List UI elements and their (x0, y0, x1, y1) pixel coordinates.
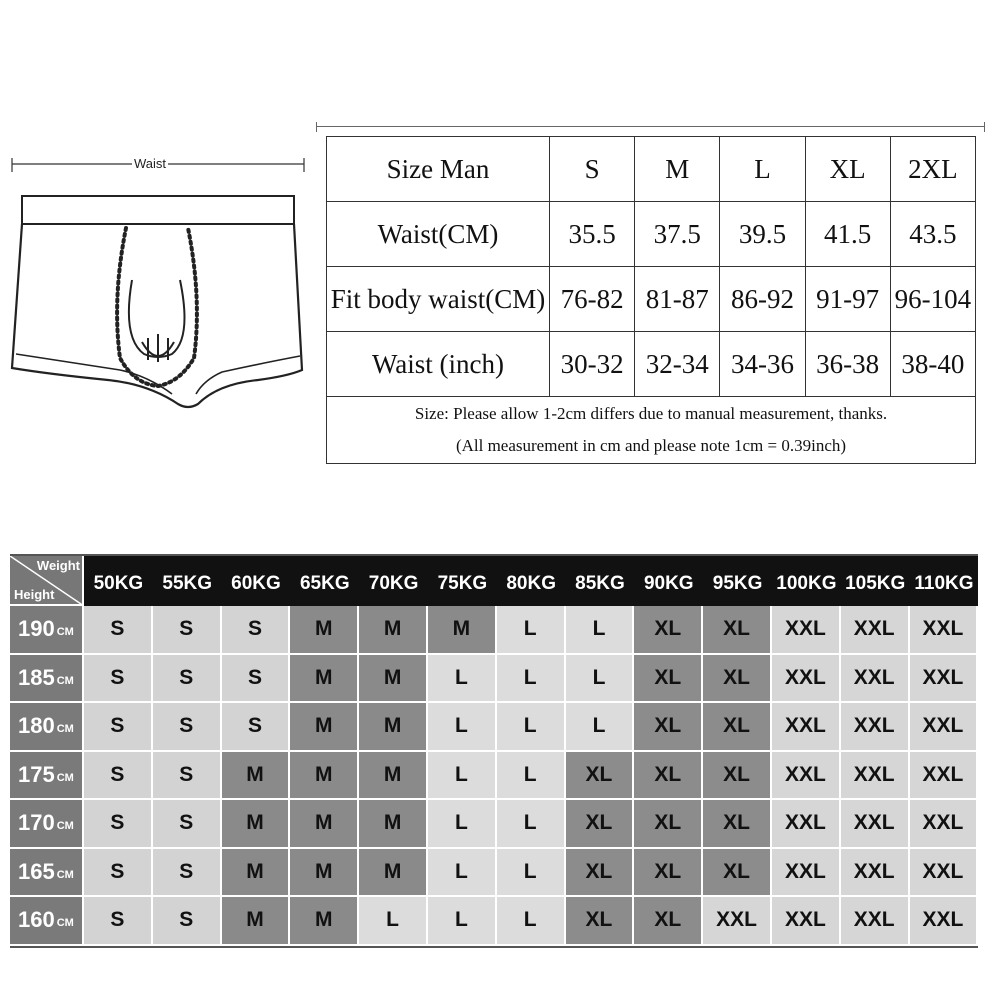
corner-weight-label: Weight (36, 558, 80, 573)
boxer-brief-illustration (8, 148, 308, 418)
row-label: Waist (inch) (327, 332, 550, 397)
corner-height-label: Height (14, 587, 55, 602)
size-cell: S (84, 897, 153, 946)
size-cell: XL (634, 897, 703, 946)
size-cell: M (222, 849, 291, 898)
size-cell: M (290, 655, 359, 704)
size-cell: XL (634, 849, 703, 898)
table-cell: 86-92 (720, 267, 805, 332)
size-cell: L (497, 703, 566, 752)
weight-header: 65KG (290, 556, 359, 606)
chart-corner-header (10, 556, 84, 606)
size-cell: S (222, 703, 291, 752)
size-cell: XL (566, 849, 635, 898)
height-header (10, 800, 84, 849)
size-cell: XL (566, 752, 635, 801)
size-cell: S (153, 752, 222, 801)
header-size-m: M (635, 137, 720, 202)
table-cell: 91-97 (805, 267, 890, 332)
size-cell: L (428, 800, 497, 849)
weight-header: 60KG (222, 556, 291, 606)
size-cell: S (153, 606, 222, 655)
table-cell: 96-104 (890, 267, 975, 332)
top-rule-tick-right (984, 122, 985, 132)
table-cell: 41.5 (805, 202, 890, 267)
row-label: Waist(CM) (327, 202, 550, 267)
size-cell: L (428, 703, 497, 752)
size-cell: M (359, 606, 428, 655)
table-cell: 34-36 (720, 332, 805, 397)
table-cell: 76-82 (550, 267, 635, 332)
height-unit: CM (56, 820, 74, 833)
size-cell: M (222, 752, 291, 801)
size-cell: S (84, 655, 153, 704)
size-cell: L (497, 606, 566, 655)
size-cell: XXL (910, 606, 979, 655)
size-cell: M (290, 800, 359, 849)
height-value: 160 (18, 907, 55, 933)
table-cell: 81-87 (635, 267, 720, 332)
height-header (10, 897, 84, 946)
weight-header: 110KG (910, 556, 979, 606)
size-cell: L (428, 897, 497, 946)
size-cell: S (84, 606, 153, 655)
weight-header: 70KG (359, 556, 428, 606)
measurement-table (326, 136, 976, 464)
size-cell: S (153, 703, 222, 752)
height-unit: CM (56, 771, 74, 784)
note-row (327, 397, 976, 464)
size-cell: M (428, 606, 497, 655)
size-cell: XXL (772, 703, 841, 752)
size-cell: L (566, 655, 635, 704)
size-cell: L (497, 849, 566, 898)
height-value: 185 (18, 664, 55, 690)
size-cell: L (497, 897, 566, 946)
size-cell: XL (703, 849, 772, 898)
weight-header: 55KG (153, 556, 222, 606)
size-cell: S (84, 849, 153, 898)
size-cell: XXL (772, 800, 841, 849)
size-cell: XXL (910, 897, 979, 946)
table-cell: 38-40 (890, 332, 975, 397)
size-cell: S (153, 655, 222, 704)
size-cell: XL (634, 752, 703, 801)
size-cell: XXL (772, 606, 841, 655)
top-rule-tick-left (316, 122, 317, 132)
size-cell: M (222, 897, 291, 946)
height-value: 170 (18, 810, 55, 836)
size-cell: XXL (841, 849, 910, 898)
size-cell: XXL (772, 897, 841, 946)
size-cell: L (428, 849, 497, 898)
note-line-2: (All measurement in cm and please note 1cm = 0.39inch) (455, 436, 847, 455)
size-cell: S (222, 606, 291, 655)
size-cell: S (84, 703, 153, 752)
table-cell: 43.5 (890, 202, 975, 267)
table-cell: 35.5 (550, 202, 635, 267)
size-cell: L (497, 655, 566, 704)
height-header (10, 606, 84, 655)
size-cell: L (566, 703, 635, 752)
height-value: 175 (18, 761, 55, 787)
size-cell: XL (634, 703, 703, 752)
size-cell: M (222, 800, 291, 849)
table-cell: 30-32 (550, 332, 635, 397)
size-cell: S (153, 897, 222, 946)
size-cell: XXL (910, 800, 979, 849)
weight-header: 95KG (703, 556, 772, 606)
fit-body-waist-row (327, 267, 976, 332)
height-header (10, 703, 84, 752)
table-cell: 36-38 (805, 332, 890, 397)
size-cell: XL (703, 703, 772, 752)
size-cell: M (359, 849, 428, 898)
height-value: 190 (18, 616, 55, 642)
weight-header: 50KG (84, 556, 153, 606)
top-rule-line (316, 126, 984, 127)
weight-header: 100KG (772, 556, 841, 606)
weight-header: 105KG (841, 556, 910, 606)
size-cell: L (497, 800, 566, 849)
height-unit: CM (56, 868, 74, 881)
size-cell: M (290, 897, 359, 946)
height-unit: CM (56, 723, 74, 736)
size-cell: M (290, 752, 359, 801)
size-cell: XXL (841, 606, 910, 655)
header-size-l: L (720, 137, 805, 202)
size-cell: XXL (841, 655, 910, 704)
size-cell: M (290, 849, 359, 898)
height-header (10, 655, 84, 704)
size-cell: XL (634, 655, 703, 704)
waist-cm-row (327, 202, 976, 267)
height-header (10, 752, 84, 801)
size-cell: XXL (841, 800, 910, 849)
weight-header: 80KG (497, 556, 566, 606)
weight-header: 90KG (634, 556, 703, 606)
size-cell: XXL (910, 655, 979, 704)
size-cell: L (428, 752, 497, 801)
size-cell: XL (703, 752, 772, 801)
size-cell: XXL (841, 897, 910, 946)
size-cell: XXL (841, 752, 910, 801)
height-unit: CM (56, 917, 74, 930)
size-cell: XL (703, 655, 772, 704)
size-cell: XXL (910, 849, 979, 898)
size-cell: XXL (910, 752, 979, 801)
table-cell: 37.5 (635, 202, 720, 267)
height-value: 165 (18, 858, 55, 884)
header-size-man: Size Man (327, 137, 550, 202)
height-weight-size-chart (10, 554, 978, 948)
size-cell: S (84, 752, 153, 801)
size-cell: M (359, 752, 428, 801)
weight-header: 75KG (428, 556, 497, 606)
size-cell: XXL (772, 849, 841, 898)
size-cell: M (359, 655, 428, 704)
size-cell: M (359, 703, 428, 752)
header-size-s: S (550, 137, 635, 202)
header-size-xl: XL (805, 137, 890, 202)
size-cell: M (290, 606, 359, 655)
size-cell: XXL (910, 703, 979, 752)
measurement-header-row (327, 137, 976, 202)
note-line-1: Size: Please allow 1-2cm differs due to manual measurement, thanks. (414, 404, 888, 423)
size-cell: XXL (841, 703, 910, 752)
height-unit: CM (56, 626, 74, 639)
height-value: 180 (18, 713, 55, 739)
weight-header: 85KG (566, 556, 635, 606)
height-unit: CM (56, 674, 74, 687)
underwear-diagram (8, 148, 308, 418)
size-cell: L (566, 606, 635, 655)
size-cell: S (153, 800, 222, 849)
size-cell: XL (703, 606, 772, 655)
size-cell: L (497, 752, 566, 801)
size-cell: S (84, 800, 153, 849)
waist-label: Waist (134, 156, 167, 171)
size-cell: XL (634, 800, 703, 849)
height-header (10, 849, 84, 898)
header-size-2xl: 2XL (890, 137, 975, 202)
size-cell: XL (566, 897, 635, 946)
size-cell: L (428, 655, 497, 704)
size-cell: XXL (772, 752, 841, 801)
size-cell: S (153, 849, 222, 898)
size-cell: XL (703, 800, 772, 849)
size-cell: S (222, 655, 291, 704)
size-cell: XL (634, 606, 703, 655)
size-cell: M (359, 800, 428, 849)
size-cell: M (290, 703, 359, 752)
size-cell: XXL (703, 897, 772, 946)
waist-inch-row (327, 332, 976, 397)
size-cell: XXL (772, 655, 841, 704)
table-cell: 39.5 (720, 202, 805, 267)
size-cell: L (359, 897, 428, 946)
row-label: Fit body waist(CM) (327, 267, 550, 332)
measurement-note (327, 397, 976, 464)
table-cell: 32-34 (635, 332, 720, 397)
size-cell: XL (566, 800, 635, 849)
